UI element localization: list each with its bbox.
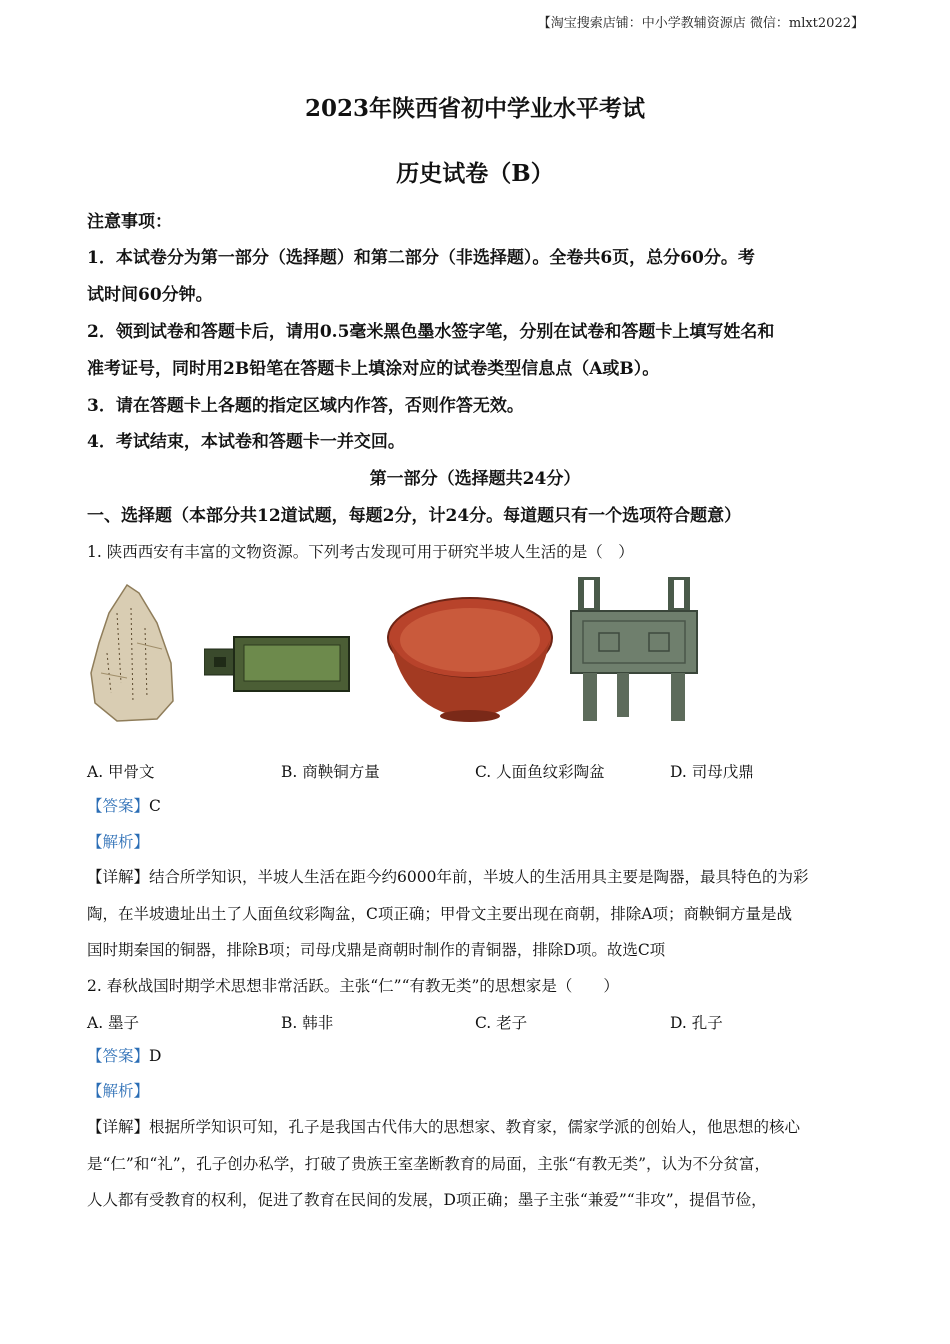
answer-value: D — [149, 1047, 162, 1065]
section-1-heading: 一、选择题（本部分共12道试题，每题2分，计24分。每道题只有一个选项符合题意） — [87, 506, 742, 526]
option-c[interactable]: C. 人面鱼纹彩陶盆 — [475, 763, 605, 781]
bronze-ding-icon — [569, 577, 699, 723]
note-1-line-1: 1．本试卷分为第一部分（选择题）和第二部分（非选择题）。全卷共6页，总分60分。考 — [87, 248, 755, 268]
part-1-heading: 第一部分（选择题共24分） — [369, 469, 581, 489]
option-c[interactable]: C. 老子 — [475, 1014, 528, 1032]
question-1-detail-line-1 — [87, 867, 863, 887]
question-1-detail-line-2: 陶，在半坡遗址出土了人面鱼纹彩陶盆，C项正确；甲骨文主要出现在商朝，排除A项；商鞅铜方量是战 — [87, 905, 793, 923]
option-a[interactable]: A. 墨子 — [87, 1014, 140, 1032]
question-2-detail-line-1 — [87, 1117, 863, 1137]
painted-pottery-basin-icon — [385, 588, 555, 726]
page-title: 2023年陕西省初中学业水平考试 — [304, 95, 645, 122]
option-d[interactable]: D. 孔子 — [670, 1014, 723, 1032]
detail-text: 根据所学知识可知，孔子是我国古代伟大的思想家、教育家，儒家学派的创始人，他思想的核心 — [149, 1118, 801, 1136]
detail-label: 【详解】 — [87, 1118, 150, 1136]
option-b[interactable]: B. 商鞅铜方量 — [281, 763, 380, 781]
bronze-measure-icon — [204, 635, 351, 693]
answer-label: 【答案】 — [87, 1047, 150, 1065]
question-1-detail-line-3: 国时期秦国的铜器，排除B项；司母戊鼎是商朝时制作的青铜器，排除D项。故选C项 — [87, 941, 666, 959]
question-1-analysis-label: 【解析】 — [87, 833, 150, 851]
question-2-analysis-label: 【解析】 — [87, 1082, 150, 1100]
question-2-answer — [87, 1046, 863, 1066]
question-1-stem: 1. 陕西西安有丰富的文物资源。下列考古发现可用于研究半坡人生活的是（ ） — [87, 543, 634, 561]
answer-value: C — [149, 797, 161, 815]
detail-label: 【详解】 — [87, 868, 150, 886]
note-3: 3．请在答题卡上各题的指定区域内作答，否则作答无效。 — [87, 396, 524, 416]
oracle-bone-icon — [87, 583, 177, 723]
question-1-answer — [87, 796, 863, 816]
option-b[interactable]: B. 韩非 — [281, 1014, 334, 1032]
watermark: 【淘宝搜索店铺：中小学教辅资源店 微信：mlxt2022】 — [537, 16, 864, 31]
question-2-detail-line-3: 人人都有受教育的权利，促进了教育在民间的发展，D项正确；墨子主张“兼爱”“非攻”，提倡节俭， — [87, 1191, 767, 1209]
notes-heading: 注意事项： — [87, 212, 172, 232]
note-4: 4．考试结束，本试卷和答题卡一并交回。 — [87, 432, 405, 452]
option-d[interactable]: D. 司母戊鼎 — [670, 763, 754, 781]
note-2-line-1: 2．领到试卷和答题卡后，请用0.5毫米黑色墨水签字笔，分别在试卷和答题卡上填写姓名和 — [87, 322, 775, 342]
question-2-stem: 2. 春秋战国时期学术思想非常活跃。主张“仁”“有教无类”的思想家是（ ） — [87, 977, 619, 995]
answer-label: 【答案】 — [87, 797, 150, 815]
detail-text: 结合所学知识，半坡人生活在距今约6000年前，半坡人的生活用具主要是陶器，最具特色的为彩 — [149, 868, 809, 886]
question-2-detail-line-2: 是“仁”和“礼”，孔子创办私学，打破了贵族王室垄断教育的局面，主张“有教无类”，认为不分贫富， — [87, 1155, 771, 1173]
note-1-line-2: 试时间60分钟。 — [87, 285, 213, 305]
page-subtitle: 历史试卷（B） — [396, 160, 554, 187]
note-2-line-2: 准考证号，同时用2B铅笔在答题卡上填涂对应的试卷类型信息点（A或B）。 — [87, 359, 660, 379]
option-a[interactable]: A. 甲骨文 — [87, 763, 155, 781]
